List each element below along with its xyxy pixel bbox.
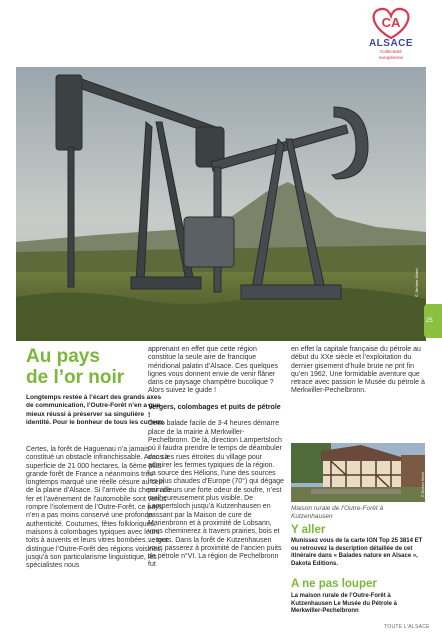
article-lead: Longtemps restée à l’écart des grands axes de communication, l’Outre-Forêt n’en a que mieux réussi à préserver sa singulière identité. Pour le bonheur de tous les curieux. (26, 394, 166, 427)
col2-paragraph-1: apprenant en effet que cette région constitue la seule aire de francique méridional palatin d’Alsace. Ces quelques lignes vous donnent envie de venir flâner dans ce paysage champêtre bucolique ? Alors suivez le guide ! (148, 346, 278, 395)
col2-subheading: Vergers, colombages et puits de pétrole ! (148, 403, 281, 420)
article-column-2 (148, 346, 284, 570)
article-title (26, 346, 166, 388)
logo-text (355, 39, 427, 61)
title-line-1: Au pays (26, 346, 100, 367)
y-aller-body: Munissez vous de la carte IGN Top 25 3814 ET ou retrouvez la description détaillée de cet itinéraire dans « Balades nature en Alsace », Dakota Editions. (291, 538, 423, 567)
logo-letters: CA (381, 15, 401, 30)
logo-subtitle-2: européenne (378, 55, 404, 60)
page-number: 25 (426, 318, 433, 324)
a-ne-pas-louper-body: La maison rurale de l’Outre-Forêt à Kutzenhausen Le Musée du Pétrole à Merkwiller-Pechelbronn (291, 593, 398, 614)
hero-photo-oil-pumps (16, 67, 426, 341)
logo-subtitle-1: Collectivité (380, 49, 402, 54)
photo-rural-house (291, 443, 425, 502)
title-line-2: de l’or noir (26, 367, 125, 388)
photo-caption: Maison rurale de l’Outre-Forêt à Kutzenhausen (291, 505, 384, 520)
col3-paragraph-1: en effet la capitale française du pétrole au début du XXe siècle et l’exploitation du dernier gisement d’huile brute ne prit fin qu’en 1962. Une formidable aventure que retrace avec passion le Musée du pétrole à Merkwiller-Pechelbronn. (291, 346, 425, 395)
article-body-col1: Certes, la forêt de Haguenau n’a jamais constitué un obstacle infranchissable. Avec sa superficie de 21 000 hectares, la 6ème plus grande forêt de France a néanmoins très longtemps marqué une réelle césure au sein de la plaine d’Alsace. Si l’arrivée du chemin de fer et l’avènement de l’automobile sont venus rompre l’isolement de l’Outre-Forêt, ce pays n’en a pas moins conservé une profonde authenticité. Coutumes, fêtes folkloriques, maisons à colombages typiques avec leurs toits à auvents et leurs vitres bombées…, tout distingue l’Outre-Forêt des régions voisines, jusqu’à son particularisme linguistique, les spécialistes nous (26, 446, 171, 570)
a-ne-pas-louper-heading: A ne pas louper (291, 578, 377, 590)
logo-title: ALSACE (368, 38, 414, 49)
article-column-3 (291, 346, 425, 396)
hero-photo-credit: © Jérôme Morel (414, 268, 419, 297)
y-aller-heading: Y aller (291, 524, 326, 536)
col2-paragraph-2: Cette balade facile de 3-4 heures démarre place de la mairie à Merkwiller-Pechelbronn. De là, direction Lampertsloch où il faudra prendre le temps de déambuler dans les rues étroites du village pour admirer les fermes typiques de la région. La source des Hélions, l’une des sources les plus chaudes d’Europe (70°) qui dégage par ailleurs une forte odeur de soufre, n’est malheureusement plus visible. De Lampertsloch jusqu’à Kutzenhausen en passant par la Maison de cure de Marienbronn et à proximité de Lobsann, vous cheminerez à travers prairies, bois et vergers. Dans la forêt de Kutzenhausen vous passerez à proximité de l’ancien puits de pétrole n°VI. La région de Pechelbronn fut (148, 420, 284, 569)
photo-credit: © Jérôme Morel (421, 472, 425, 497)
footer-label: TOUTE L’ALSACE (384, 624, 430, 630)
